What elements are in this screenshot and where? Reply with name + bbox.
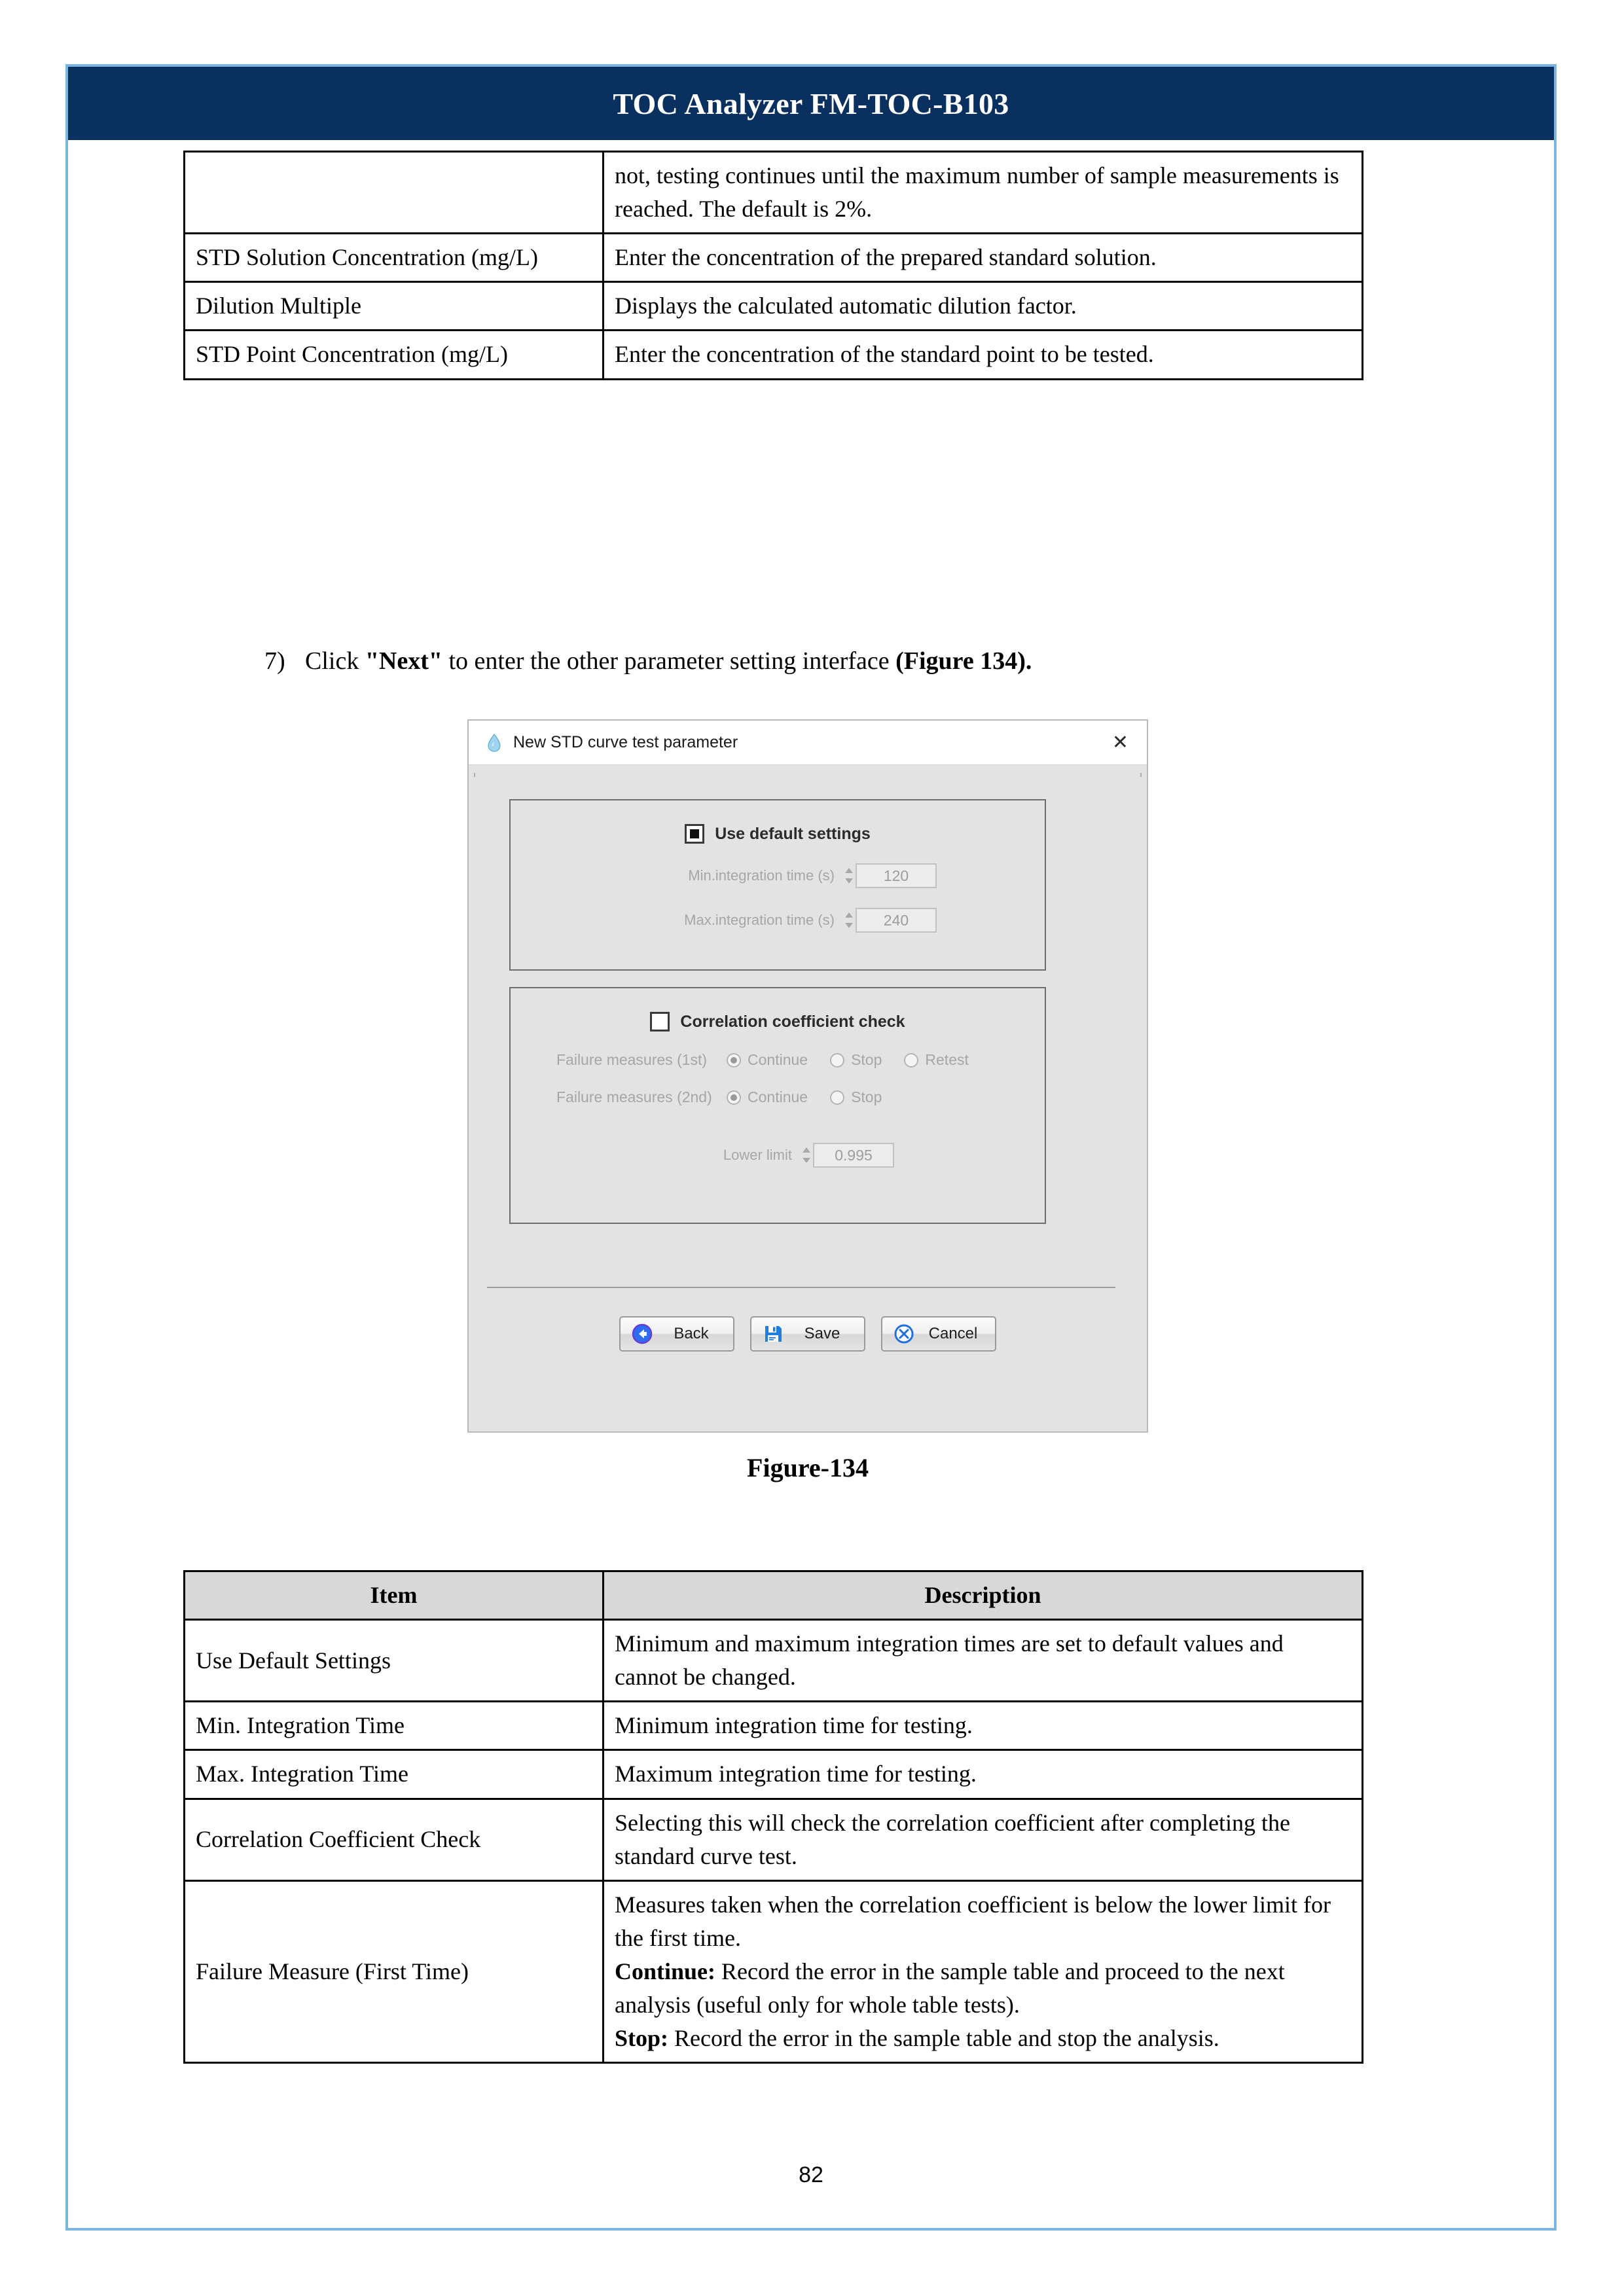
spinner-arrows-icon[interactable] xyxy=(845,868,853,884)
page-content xyxy=(68,140,1554,2228)
background-bleed-left-edge xyxy=(474,773,475,1401)
failure-second-option-continue-label: Continue xyxy=(748,1088,808,1105)
min-integration-time-label: Min.integration time (s) xyxy=(688,867,835,884)
table-cell-description: Maximum integration time for testing. xyxy=(604,1750,1363,1799)
failure-first-option-stop[interactable] xyxy=(830,1051,882,1069)
step-text-middle: to enter the other parameter setting interface xyxy=(442,647,896,675)
use-default-settings-checkbox[interactable] xyxy=(685,824,704,844)
max-integration-time-input[interactable]: 240 xyxy=(856,908,937,933)
water-drop-icon xyxy=(486,733,503,753)
failure-first-option-continue[interactable] xyxy=(727,1051,808,1069)
step-bold-next: "Next" xyxy=(365,647,442,675)
save-button[interactable] xyxy=(750,1316,865,1352)
page-title: TOC Analyzer FM-TOC-B103 xyxy=(613,86,1009,120)
dialog-separator xyxy=(487,1287,1115,1288)
table-row xyxy=(185,1702,1363,1750)
page-number: 82 xyxy=(799,2162,823,2187)
table-cell-description: Enter the concentration of the prepared standard solution. xyxy=(604,234,1363,282)
desc-line-text: Measures taken when the correlation coefficient is below the lower limit for the first time. xyxy=(615,1891,1331,1951)
floppy-disk-icon xyxy=(762,1323,784,1345)
figure-caption: Figure-134 xyxy=(747,1453,869,1482)
table-row xyxy=(185,1750,1363,1799)
failure-second-option-continue[interactable] xyxy=(727,1088,808,1106)
document-header-bar xyxy=(68,67,1554,140)
use-default-settings-label: Use default settings xyxy=(715,824,871,843)
save-button-label: Save xyxy=(804,1325,840,1342)
failure-first-option-retest-label: Retest xyxy=(925,1051,969,1068)
desc-line-text: Record the error in the sample table and proceed to the next analysis (useful only for whole table tests). xyxy=(615,1958,1285,2018)
step-text-before: Click xyxy=(305,647,365,675)
failure-measures-second-label: Failure measures (2nd) xyxy=(556,1088,712,1105)
failure-first-option-stop-label: Stop xyxy=(851,1051,882,1068)
spinner-arrows-icon[interactable] xyxy=(845,912,853,928)
failure-first-option-retest[interactable] xyxy=(904,1051,968,1069)
table-cell-description: not, testing continues until the maximum number of sample measurements is reached. The default is 2%. xyxy=(604,152,1363,234)
failure-measures-first-row xyxy=(511,1051,1045,1069)
correlation-coefficient-check-label: Correlation coefficient check xyxy=(680,1012,905,1031)
table-cell-description: Minimum and maximum integration times are set to default values and cannot be changed. xyxy=(604,1620,1363,1702)
dialog-title-bar xyxy=(469,721,1147,765)
radio-icon[interactable] xyxy=(727,1053,741,1067)
dialog-button-bar xyxy=(469,1316,1147,1352)
cancel-circle-icon xyxy=(893,1323,915,1345)
min-integration-time-spinner[interactable] xyxy=(845,863,937,888)
table-cell-description: Selecting this will check the correlation coefficient after completing the standard curve test. xyxy=(604,1799,1363,1880)
close-icon[interactable]: ✕ xyxy=(1111,730,1128,754)
step-bold-figure-ref: (Figure 134). xyxy=(895,647,1032,675)
table-cell-description: Displays the calculated automatic dilution factor. xyxy=(604,282,1363,331)
dialog-title-text: New STD curve test parameter xyxy=(513,733,738,751)
max-integration-time-spinner[interactable] xyxy=(845,908,937,933)
table-row xyxy=(185,234,1363,282)
background-bleed-right-edge xyxy=(1140,773,1142,1401)
failure-second-option-stop-label: Stop xyxy=(851,1088,882,1105)
desc-line xyxy=(615,1955,1351,2022)
failure-measures-first-label: Failure measures (1st) xyxy=(556,1051,708,1068)
table-row xyxy=(185,1620,1363,1702)
desc-line xyxy=(615,2022,1351,2055)
min-integration-time-input[interactable]: 120 xyxy=(856,863,937,888)
table-header-row xyxy=(185,1571,1363,1620)
figure-134-container xyxy=(467,719,1148,1482)
lower-limit-input[interactable]: 0.995 xyxy=(813,1143,894,1168)
lower-limit-label: Lower limit xyxy=(723,1147,792,1163)
lower-limit-spinner[interactable] xyxy=(803,1143,894,1168)
table-cell-item: Max. Integration Time xyxy=(185,1750,604,1799)
table-cell-item xyxy=(185,152,604,234)
radio-icon[interactable] xyxy=(830,1053,844,1067)
failure-measures-second-row xyxy=(511,1088,1045,1106)
table-row xyxy=(185,1799,1363,1880)
table-row xyxy=(185,282,1363,331)
radio-icon[interactable] xyxy=(727,1090,741,1105)
spinner-arrows-icon[interactable] xyxy=(803,1147,810,1163)
table-cell-item: Dilution Multiple xyxy=(185,282,604,331)
parameter-table-top xyxy=(183,151,1363,380)
table-row xyxy=(185,152,1363,234)
desc-line xyxy=(615,1888,1351,1955)
default-settings-group xyxy=(509,799,1046,971)
radio-icon[interactable] xyxy=(904,1053,918,1067)
table-cell-item: STD Solution Concentration (mg/L) xyxy=(185,234,604,282)
table-row xyxy=(185,331,1363,379)
max-integration-time-label: Max.integration time (s) xyxy=(684,912,835,928)
table-header-item: Item xyxy=(185,1571,604,1620)
radio-icon[interactable] xyxy=(830,1090,844,1105)
table-cell-description: Enter the concentration of the standard point to be tested. xyxy=(604,331,1363,379)
correlation-coefficient-check-row[interactable] xyxy=(511,1012,1045,1031)
table-cell-item: STD Point Concentration (mg/L) xyxy=(185,331,604,379)
new-std-curve-test-parameter-dialog xyxy=(467,719,1148,1433)
desc-line-text: Record the error in the sample table and stop the analysis. xyxy=(668,2025,1219,2052)
use-default-settings-checkbox-row[interactable] xyxy=(511,824,1045,844)
item-description-table xyxy=(183,1570,1363,2064)
table-row xyxy=(185,1880,1363,2063)
cancel-button-label: Cancel xyxy=(928,1325,978,1342)
table-header-description: Description xyxy=(604,1571,1363,1620)
correlation-coefficient-group xyxy=(509,987,1046,1224)
cancel-button[interactable] xyxy=(881,1316,996,1352)
back-button[interactable] xyxy=(619,1316,734,1352)
table-cell-item: Failure Measure (First Time) xyxy=(185,1880,604,2063)
table-cell-description-multiline xyxy=(604,1880,1363,2063)
lower-limit-row xyxy=(511,1143,1045,1168)
table-cell-item: Correlation Coefficient Check xyxy=(185,1799,604,1880)
desc-line-bold: Stop: xyxy=(615,2025,669,2052)
desc-line-bold: Continue: xyxy=(615,1958,716,1984)
correlation-coefficient-check-checkbox[interactable] xyxy=(650,1012,670,1031)
failure-first-option-continue-label: Continue xyxy=(748,1051,808,1068)
table-cell-description: Minimum integration time for testing. xyxy=(604,1702,1363,1750)
table-cell-item: Min. Integration Time xyxy=(185,1702,604,1750)
step-instruction xyxy=(264,644,1325,679)
table-cell-item: Use Default Settings xyxy=(185,1620,604,1702)
max-integration-time-row xyxy=(511,908,1045,933)
page-frame xyxy=(65,64,1557,2231)
back-arrow-icon xyxy=(631,1323,653,1345)
step-number: 7) xyxy=(264,647,285,675)
back-button-label: Back xyxy=(674,1325,709,1342)
failure-second-option-stop[interactable] xyxy=(830,1088,882,1106)
min-integration-time-row xyxy=(511,863,1045,888)
